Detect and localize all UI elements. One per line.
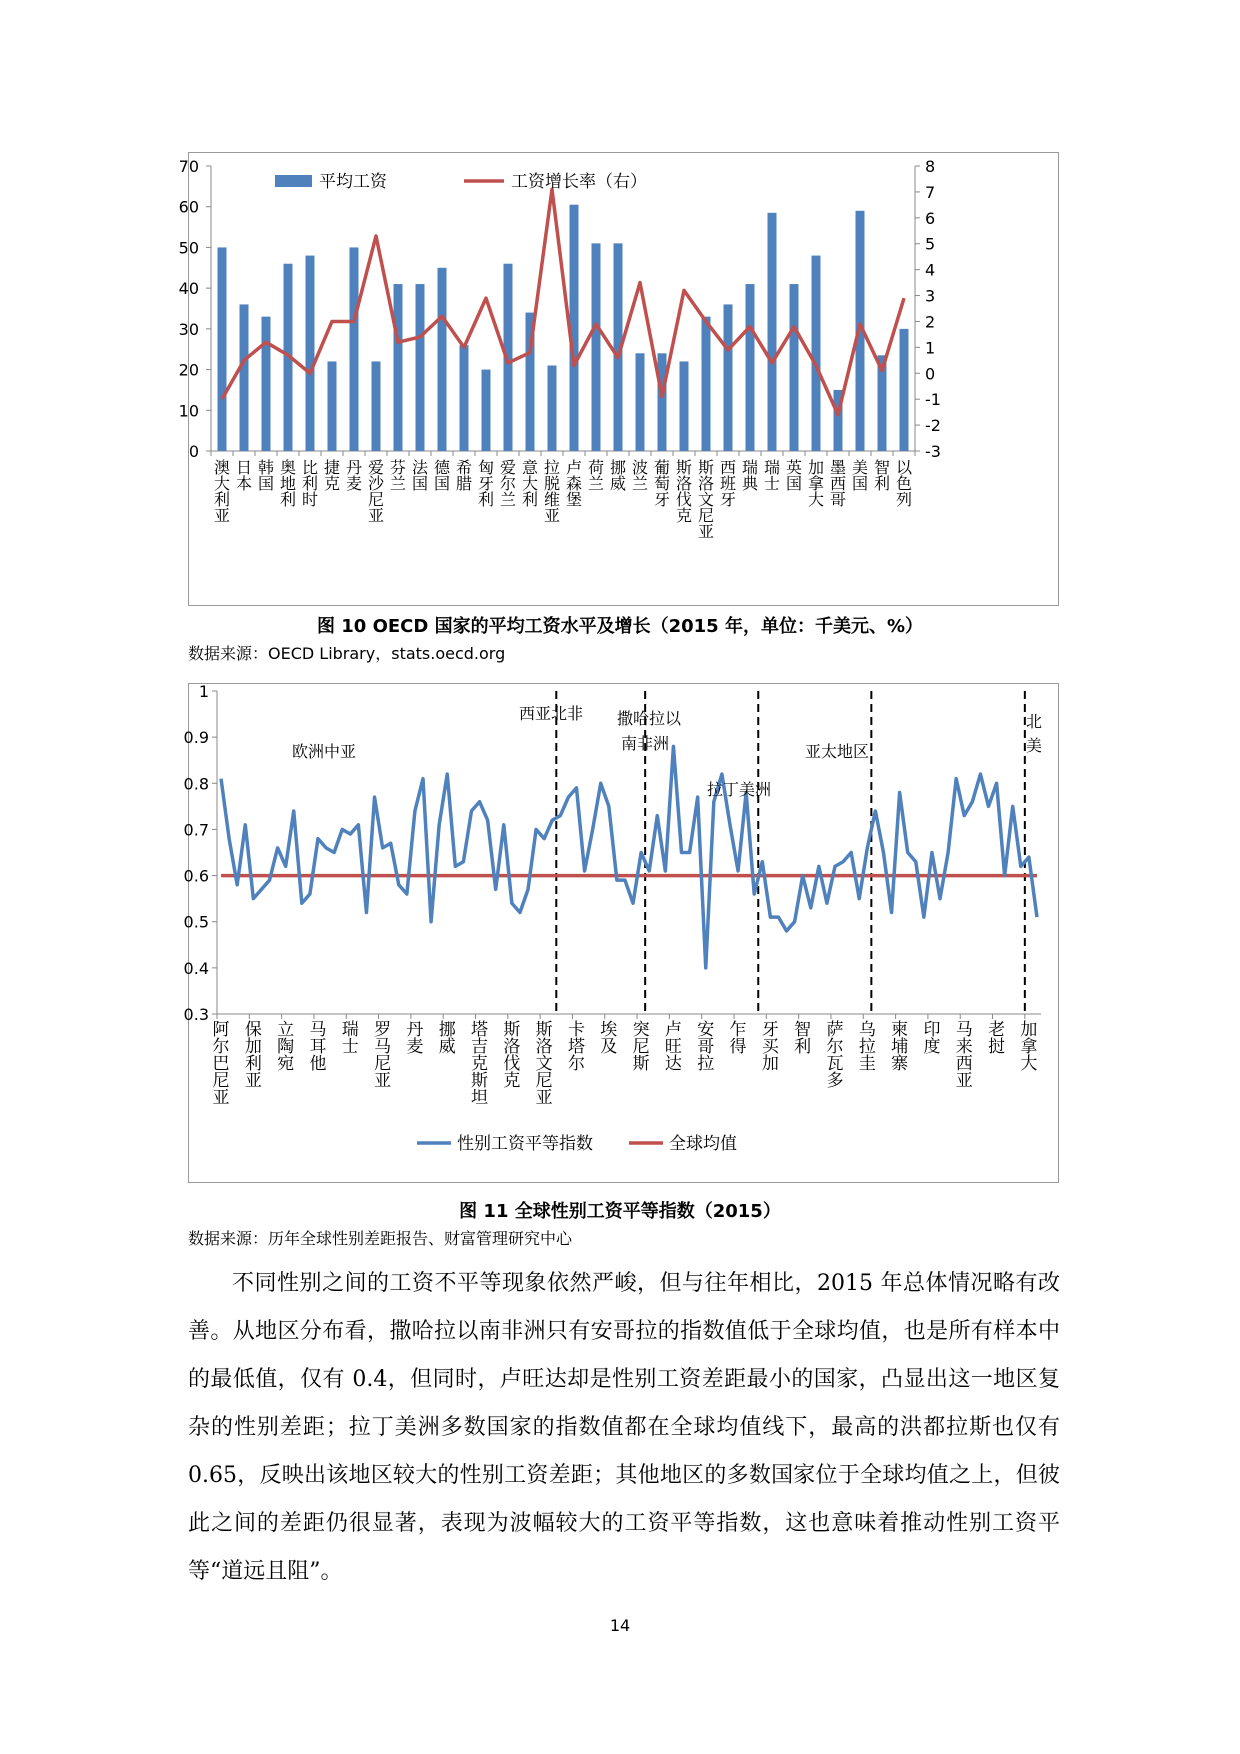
legend-bar-swatch bbox=[275, 175, 312, 187]
x-category-label: 波兰 bbox=[631, 458, 649, 493]
bar-average-wage bbox=[790, 284, 799, 451]
x-country-label: 智利 bbox=[794, 1020, 812, 1057]
x-country-label: 塔吉克斯坦 bbox=[471, 1020, 489, 1108]
bar-average-wage bbox=[218, 247, 227, 451]
gender-equality-index-line bbox=[221, 746, 1037, 967]
x-category-label: 葡萄牙 bbox=[653, 458, 671, 509]
y-tick-label: 0.7 bbox=[183, 820, 209, 840]
right-tick-label: 1 bbox=[925, 338, 936, 358]
x-category-label: 德国 bbox=[433, 458, 451, 493]
region-label-ssa-2: 南非洲 bbox=[621, 734, 670, 753]
x-category-label: 法国 bbox=[411, 458, 429, 493]
body-paragraph-text: 不同性别之间的工资不平等现象依然严峻，但与往年相比，2015 年总体情况略有改善。从地区分布看，撒哈拉以南非洲只有安哥拉的指数值低于全球均值，也是所有样本中的最低值，仅有 0.4，但同时，卢旺达却是性别工资差距最小的国家，凸显出这一地区复杂的性别差距；拉丁美洲多数国家的指数值都在全球均值线下，最高的洪都拉斯也仅有 0.65，反映出该地区较大的性别工资差距；其他地区的多数国家位于全球均值之上，但彼此之间的差距仍很显著，表现为波幅较大的工资平等指数，这也意味着推动性别工资平等“道远且阻”。 bbox=[188, 1271, 1060, 1584]
bar-average-wage bbox=[548, 366, 557, 452]
x-category-label: 韩国 bbox=[257, 458, 275, 493]
bar-average-wage bbox=[680, 361, 689, 451]
x-category-label: 匈牙利 bbox=[477, 458, 495, 509]
x-country-label: 卡塔尔 bbox=[567, 1020, 585, 1074]
x-category-label: 以色列 bbox=[895, 458, 913, 509]
legend-line-label: 工资增长率（右） bbox=[511, 172, 647, 192]
bar-average-wage bbox=[460, 345, 469, 451]
x-category-label: 希腊 bbox=[455, 458, 473, 493]
x-category-label: 英国 bbox=[785, 458, 803, 493]
x-category-label: 加拿大 bbox=[807, 458, 825, 509]
right-tick-label: 5 bbox=[925, 234, 936, 254]
region-label-na: 北 bbox=[1025, 712, 1043, 731]
region-label-mena: 西亚北非 bbox=[519, 704, 584, 723]
x-category-label: 西班牙 bbox=[719, 458, 737, 509]
right-tick-label: -2 bbox=[925, 416, 941, 436]
bar-average-wage bbox=[900, 329, 909, 451]
y-tick-label: 0.9 bbox=[183, 728, 209, 748]
bar-average-wage bbox=[724, 304, 733, 451]
x-country-label: 印度 bbox=[923, 1020, 941, 1057]
x-country-label: 萨尔瓦多 bbox=[826, 1020, 844, 1091]
x-country-label: 保加利亚 bbox=[244, 1020, 262, 1091]
right-tick-label: -3 bbox=[925, 442, 941, 461]
figure-10-caption: 图 10 OECD 国家的平均工资水平及增长（2015 年，单位：千美元、%） bbox=[317, 616, 923, 637]
bar-average-wage bbox=[372, 361, 381, 451]
bar-average-wage bbox=[658, 353, 667, 451]
x-category-label: 芬兰 bbox=[389, 458, 407, 493]
x-category-label: 卢森堡 bbox=[565, 458, 583, 509]
x-category-label: 澳大利亚 bbox=[213, 458, 231, 525]
figure-11-caption: 图 11 全球性别工资平等指数（2015） bbox=[459, 1201, 781, 1222]
x-country-label: 瑞士 bbox=[341, 1020, 359, 1057]
right-tick-label: 2 bbox=[925, 312, 936, 332]
region-label-europe: 欧洲中亚 bbox=[292, 742, 357, 761]
legend-index-label: 性别工资平等指数 bbox=[457, 1134, 593, 1154]
figure-10-source: 数据来源：OECD Library，stats.oecd.org bbox=[188, 644, 506, 663]
figure-11-source: 数据来源：历年全球性别差距报告、财富管理研究中心 bbox=[188, 1229, 573, 1248]
line-wage-growth bbox=[222, 189, 904, 414]
x-country-label: 挪威 bbox=[438, 1020, 456, 1057]
right-tick-label: 7 bbox=[925, 182, 936, 202]
right-tick-label: 8 bbox=[925, 157, 936, 176]
y-tick-label: 1 bbox=[198, 682, 209, 701]
x-country-label: 突尼斯 bbox=[632, 1020, 650, 1074]
x-category-label: 日本 bbox=[235, 458, 253, 493]
bar-average-wage bbox=[328, 361, 337, 451]
x-category-label: 拉脱维亚 bbox=[543, 458, 561, 525]
left-tick-label: 50 bbox=[178, 238, 199, 258]
x-country-label: 柬埔寨 bbox=[891, 1020, 909, 1074]
x-category-label: 奥地利 bbox=[279, 458, 297, 509]
bar-average-wage bbox=[702, 317, 711, 451]
region-label-ssa: 撒哈拉以 bbox=[617, 709, 682, 728]
x-category-label: 墨西哥 bbox=[829, 458, 847, 509]
x-category-label: 美国 bbox=[851, 458, 869, 493]
figure-11-chart bbox=[183, 682, 1059, 1183]
y-tick-label: 0.6 bbox=[183, 866, 209, 886]
legend-bar-label: 平均工资 bbox=[319, 172, 387, 192]
y-tick-label: 0.8 bbox=[183, 774, 209, 794]
region-label-latam: 拉丁美洲 bbox=[707, 780, 772, 799]
bar-average-wage bbox=[636, 353, 645, 451]
bar-average-wage bbox=[768, 213, 777, 451]
left-tick-label: 20 bbox=[178, 360, 199, 380]
x-category-label: 荷兰 bbox=[587, 458, 605, 493]
left-tick-label: 60 bbox=[178, 197, 199, 217]
x-category-label: 智利 bbox=[873, 458, 891, 493]
left-tick-label: 40 bbox=[178, 279, 199, 299]
left-tick-label: 70 bbox=[178, 157, 199, 176]
bar-average-wage bbox=[438, 268, 447, 451]
bar-average-wage bbox=[482, 370, 491, 451]
x-country-label: 罗马尼亚 bbox=[374, 1020, 392, 1091]
x-country-label: 马耳他 bbox=[309, 1020, 327, 1074]
x-country-label: 马来西亚 bbox=[955, 1020, 973, 1091]
bar-average-wage bbox=[746, 284, 755, 451]
right-tick-label: 4 bbox=[925, 260, 936, 280]
bar-average-wage bbox=[262, 317, 271, 451]
x-category-label: 丹麦 bbox=[345, 458, 363, 493]
x-category-label: 爱尔兰 bbox=[499, 458, 517, 509]
x-country-label: 斯洛伐克 bbox=[503, 1020, 521, 1091]
x-category-label: 斯洛文尼亚 bbox=[697, 458, 715, 541]
x-country-label: 斯洛文尼亚 bbox=[535, 1020, 553, 1108]
legend-mean-label: 全球均值 bbox=[669, 1134, 737, 1154]
x-country-label: 阿尔巴尼亚 bbox=[212, 1020, 230, 1108]
x-category-label: 斯洛伐克 bbox=[675, 458, 693, 525]
y-tick-label: 0.4 bbox=[183, 958, 209, 978]
x-category-label: 挪威 bbox=[609, 458, 627, 493]
x-country-label: 卢旺达 bbox=[664, 1020, 682, 1074]
x-category-label: 瑞士 bbox=[763, 458, 781, 493]
left-tick-label: 30 bbox=[178, 319, 199, 339]
right-tick-label: 3 bbox=[925, 286, 936, 306]
bar-average-wage bbox=[240, 304, 249, 451]
left-tick-label: 10 bbox=[178, 401, 199, 421]
bar-average-wage bbox=[812, 256, 821, 451]
x-category-label: 瑞典 bbox=[741, 458, 759, 493]
region-label-na-2: 美 bbox=[1025, 736, 1043, 755]
right-tick-label: -1 bbox=[925, 390, 941, 410]
wage-level-growth-chart bbox=[178, 153, 1058, 605]
x-country-label: 乍得 bbox=[729, 1020, 747, 1057]
bar-average-wage bbox=[350, 247, 359, 451]
bar-average-wage bbox=[592, 243, 601, 451]
bar-average-wage bbox=[416, 284, 425, 451]
x-category-label: 爱沙尼亚 bbox=[367, 458, 385, 525]
x-country-label: 埃及 bbox=[600, 1020, 618, 1057]
bar-average-wage bbox=[394, 284, 403, 451]
x-country-label: 老挝 bbox=[988, 1020, 1006, 1057]
gender-wage-equality-chart bbox=[183, 682, 1058, 1182]
bar-average-wage bbox=[306, 256, 315, 451]
body-paragraph bbox=[188, 1260, 1060, 1596]
x-category-label: 比利时 bbox=[301, 458, 319, 509]
left-tick-label: 0 bbox=[188, 442, 199, 461]
right-tick-label: 0 bbox=[925, 364, 936, 384]
x-country-label: 丹麦 bbox=[406, 1020, 424, 1057]
region-label-apac: 亚太地区 bbox=[805, 742, 870, 761]
page-number: 14 bbox=[609, 1616, 631, 1635]
x-country-label: 立陶宛 bbox=[277, 1020, 295, 1074]
figure-10-chart bbox=[178, 152, 1059, 606]
x-country-label: 牙买加 bbox=[761, 1020, 779, 1074]
x-country-label: 乌拉圭 bbox=[858, 1020, 876, 1074]
y-tick-label: 0.5 bbox=[183, 912, 209, 932]
x-country-label: 加拿大 bbox=[1020, 1020, 1038, 1074]
y-tick-label: 0.3 bbox=[183, 1005, 209, 1024]
right-tick-label: 6 bbox=[925, 208, 936, 228]
x-category-label: 捷克 bbox=[323, 458, 341, 493]
x-country-label: 安哥拉 bbox=[697, 1020, 715, 1074]
x-category-label: 意大利 bbox=[521, 458, 539, 509]
